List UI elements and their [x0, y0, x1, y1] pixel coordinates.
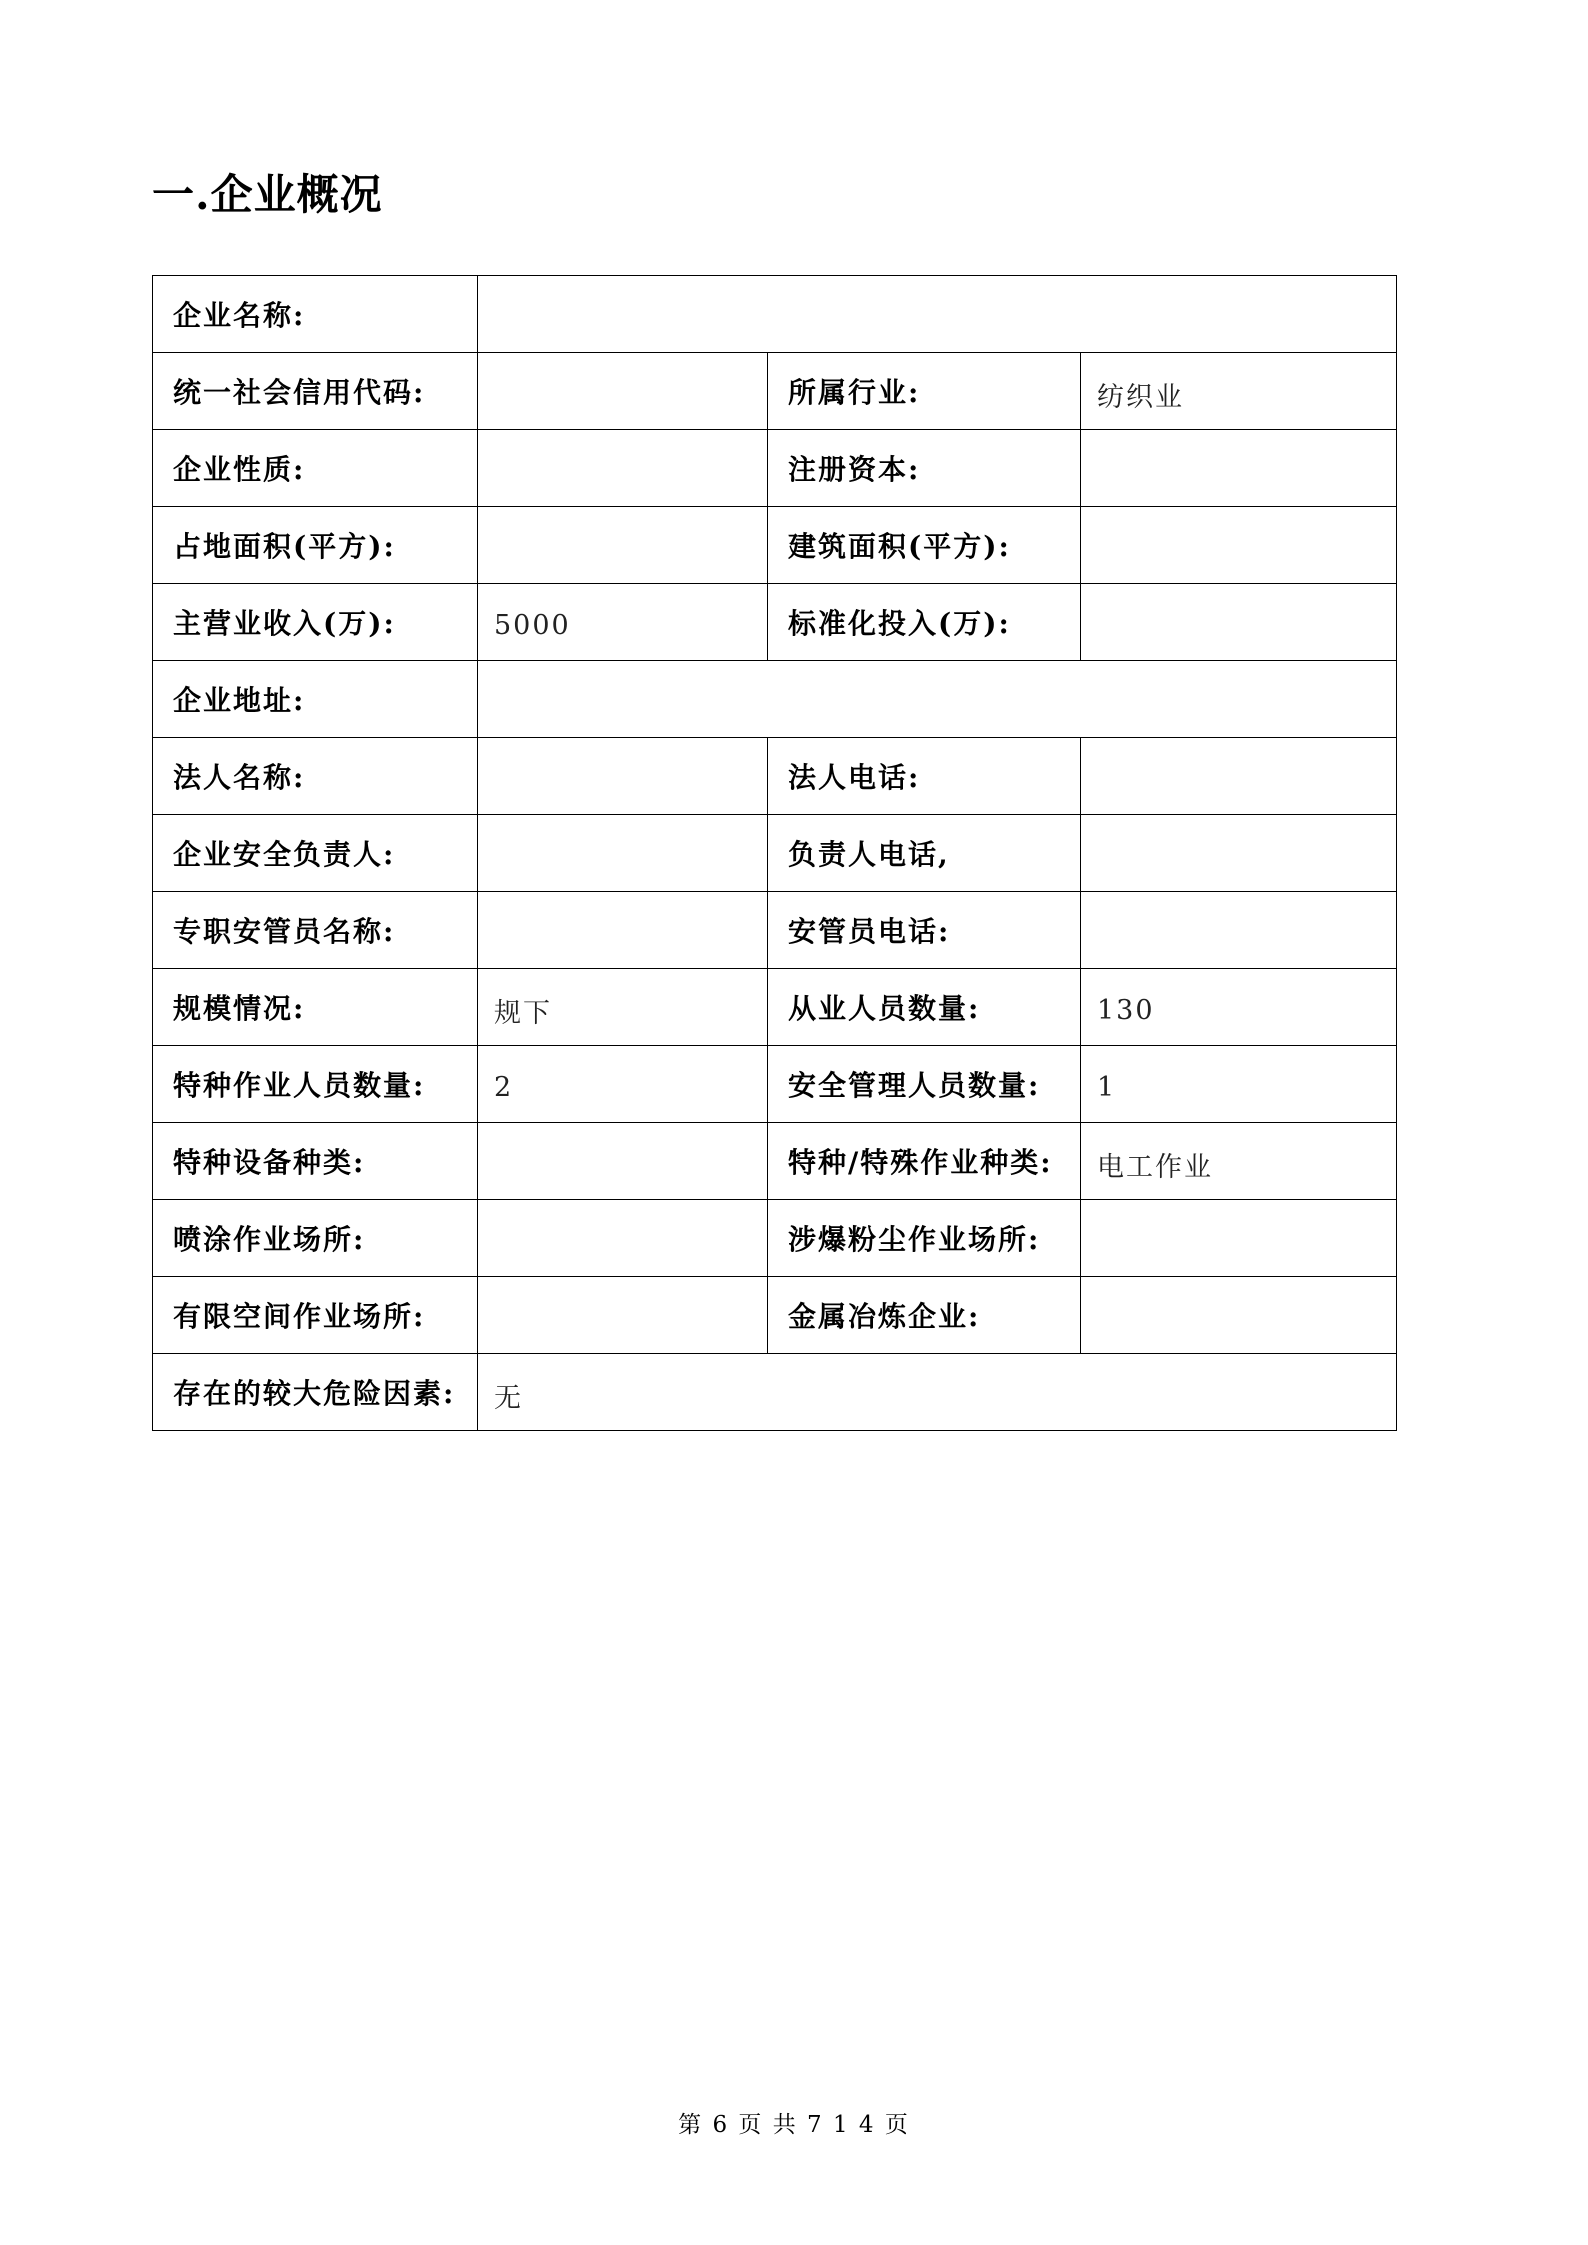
table-row	[153, 276, 1397, 353]
company-address-value	[478, 661, 1397, 738]
table-row	[153, 661, 1397, 738]
explosive-dust-site-label: 涉爆粉尘作业场所:	[768, 1200, 1081, 1277]
company-type-label: 企业性质:	[153, 430, 478, 507]
section-title: 一.企业概况	[152, 170, 383, 219]
legal-person-phone-value	[1081, 738, 1397, 815]
safety-manager-label: 企业安全负责人:	[153, 815, 478, 892]
company-info-table	[152, 275, 1397, 1431]
company-address-label: 企业地址:	[153, 661, 478, 738]
safety-manager-value	[478, 815, 768, 892]
metal-smelting-value	[1081, 1277, 1397, 1354]
registered-capital-value	[1081, 430, 1397, 507]
confined-space-site-label: 有限空间作业场所:	[153, 1277, 478, 1354]
special-equipment-label: 特种设备种类:	[153, 1123, 478, 1200]
special-operation-type-value: 电工作业	[1081, 1123, 1397, 1200]
scale-label: 规模情况:	[153, 969, 478, 1046]
page-number: 第 6 页 共 7 1 4 页	[678, 2112, 910, 2138]
employee-count-label: 从业人员数量:	[768, 969, 1081, 1046]
safety-staff-count-value: 1	[1081, 1046, 1397, 1123]
table-row	[153, 969, 1397, 1046]
table-row	[153, 1277, 1397, 1354]
building-area-label: 建筑面积(平方):	[768, 507, 1081, 584]
legal-person-label: 法人名称:	[153, 738, 478, 815]
registered-capital-label: 注册资本:	[768, 430, 1081, 507]
industry-value: 纺织业	[1081, 353, 1397, 430]
legal-person-value	[478, 738, 768, 815]
standardization-investment-value	[1081, 584, 1397, 661]
scale-value: 规下	[478, 969, 768, 1046]
major-hazard-label: 存在的较大危险因素:	[153, 1354, 478, 1431]
table-row	[153, 1354, 1397, 1431]
table-row	[153, 815, 1397, 892]
special-equipment-value	[478, 1123, 768, 1200]
credit-code-value	[478, 353, 768, 430]
table-row	[153, 738, 1397, 815]
special-workers-count-label: 特种作业人员数量:	[153, 1046, 478, 1123]
legal-person-phone-label: 法人电话:	[768, 738, 1081, 815]
employee-count-value: 130	[1081, 969, 1397, 1046]
building-area-value	[1081, 507, 1397, 584]
special-operation-type-label: 特种/特殊作业种类:	[768, 1123, 1081, 1200]
company-name-value	[478, 276, 1397, 353]
company-type-value	[478, 430, 768, 507]
major-hazard-value: 无	[478, 1354, 1397, 1431]
standardization-investment-label: 标准化投入(万):	[768, 584, 1081, 661]
credit-code-label: 统一社会信用代码:	[153, 353, 478, 430]
table-row	[153, 892, 1397, 969]
main-revenue-value: 5000	[478, 584, 768, 661]
table-row	[153, 430, 1397, 507]
table-row	[153, 1123, 1397, 1200]
industry-label: 所属行业:	[768, 353, 1081, 430]
spray-coating-site-value	[478, 1200, 768, 1277]
safety-officer-value	[478, 892, 768, 969]
safety-staff-count-label: 安全管理人员数量:	[768, 1046, 1081, 1123]
safety-officer-label: 专职安管员名称:	[153, 892, 478, 969]
spray-coating-site-label: 喷涂作业场所:	[153, 1200, 478, 1277]
table-row	[153, 353, 1397, 430]
table-row	[153, 507, 1397, 584]
manager-phone-label: 负责人电话,	[768, 815, 1081, 892]
special-workers-count-value: 2	[478, 1046, 768, 1123]
safety-officer-phone-value	[1081, 892, 1397, 969]
manager-phone-value	[1081, 815, 1397, 892]
table-row	[153, 1200, 1397, 1277]
table-row	[153, 584, 1397, 661]
land-area-value	[478, 507, 768, 584]
explosive-dust-site-value	[1081, 1200, 1397, 1277]
confined-space-site-value	[478, 1277, 768, 1354]
table-row	[153, 1046, 1397, 1123]
metal-smelting-label: 金属冶炼企业:	[768, 1277, 1081, 1354]
main-revenue-label: 主营业收入(万):	[153, 584, 478, 661]
safety-officer-phone-label: 安管员电话:	[768, 892, 1081, 969]
land-area-label: 占地面积(平方):	[153, 507, 478, 584]
company-name-label: 企业名称:	[153, 276, 478, 353]
